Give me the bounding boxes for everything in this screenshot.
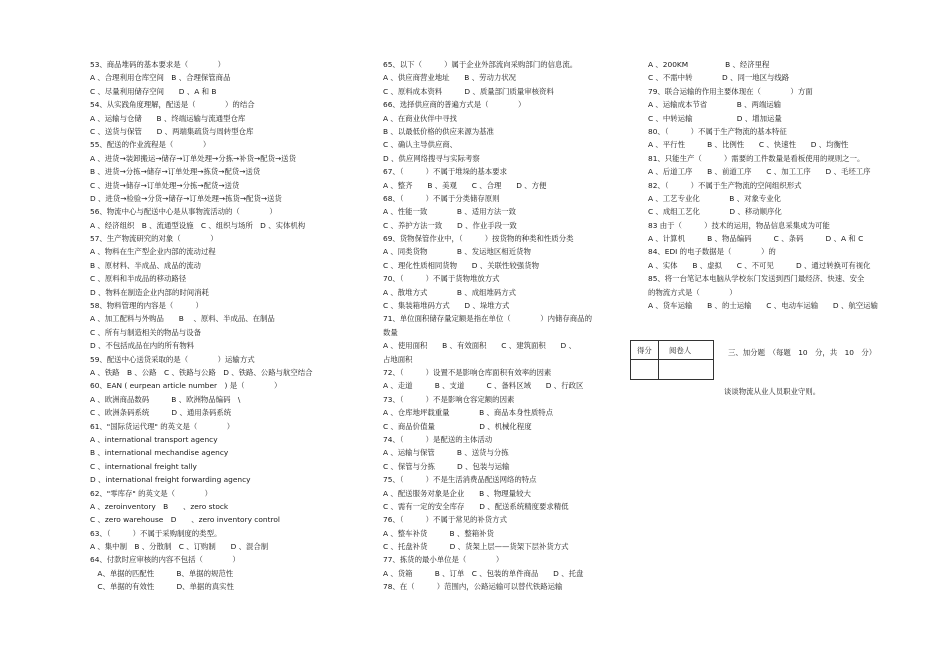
question-line: 占地面积 [383, 354, 413, 364]
question-line: A 、整齐 B 、美观 C 、合理 D 、方便 [383, 180, 547, 190]
question-line: B 、以最低价格的供应来源为基准 [383, 126, 494, 136]
question-line: A 、货箱 B 、订单 C 、包装的单件商品 D 、托盘 [383, 568, 584, 578]
question-line: C 、保管与分拣 D 、包装与运输 [383, 461, 510, 471]
question-line: C 、理化性质相同货物 D 、关联性较强货物 [383, 260, 539, 270]
question-line: A 、合理利用仓库空间 B 、合理保管商品 [90, 73, 231, 83]
question-line: A 、性能一致 B 、适用方法一致 [383, 207, 517, 217]
section-3-title: 三、加分题 （每题 10 分，共 10 分） [728, 348, 877, 357]
question-line: 55、配送的作业流程是（ ） [90, 140, 211, 150]
question-line: A 、供应商营业地址 B 、劳动力状况 [383, 73, 517, 83]
question-line: 69、货物保管作业中，（ ）按货物的种类和性质分类 [383, 234, 574, 244]
question-line: 79、联合运输的作用主要体现在（ ）方面 [648, 86, 813, 96]
question-line: C 、商品价值量 D 、机械化程度 [383, 421, 532, 431]
question-line: B 、进货→分拣→储存→订单处理→拣货→配货→送货 [90, 167, 261, 177]
question-line: 54、从实践角度理解，配送是（ ）的结合 [90, 100, 255, 110]
question-line: C、单据的有效性 D、单据的真实性 [90, 582, 234, 592]
reviewer-label: 阅卷人 [669, 346, 692, 355]
question-line: C 、成组工艺化 D 、移动顺序化 [648, 207, 782, 217]
question-line: 62、"零库存" 的英文是（ ） [90, 488, 213, 498]
question-line: 70、（ ）不属于货物堆放方式 [383, 274, 500, 284]
question-line: 76、（ ）不属于常见的补货方式 [383, 515, 507, 525]
question-line: A 、铁路 B 、公路 C 、铁路与公路 D 、铁路、公路与航空结合 [90, 367, 313, 377]
question-line: A 、计算机 B 、物品编码 C 、条码 D 、A 和 C [648, 234, 864, 244]
question-line: A 、实体 B 、虚拟 C 、不可见 D 、通过转换可有视化 [648, 260, 871, 270]
question-line: 63、（ ）不属于采购制度的类型。 [90, 528, 222, 538]
question-line: 72、（ ）设置不是影响仓库面积有效率的因素 [383, 367, 552, 377]
score-table-divider [658, 341, 659, 379]
question-line: D 、物料在制造企业内部的时间消耗 [90, 287, 209, 297]
question-line: B 、原材料、半成品、成品的流动 [90, 260, 201, 270]
question-line: A 、欧洲商品数码 B 、欧洲物品编码 \ [90, 394, 241, 404]
question-line: D 、不包括成品在内的所有物料 [90, 341, 195, 351]
question-line: A 、走道 B 、支道 C 、备料区域 D 、行政区 [383, 381, 584, 391]
question-line: A 、配送服务对象是企业 B 、物理量较大 [383, 488, 531, 498]
question-line: A 、加工配料与外购品 B 、原料、半成品、在制品 [90, 314, 275, 324]
question-line: C 、欧洲条码系统 D 、通用条码系统 [90, 408, 232, 418]
question-line: 85、将一台笔记本电脑从学校东门发送到西门最经济、快速、安全 [648, 274, 865, 284]
question-line: 80、（ ）不属于生产物流的基本特征 [648, 126, 787, 136]
question-line: D 、international freight forwarding agency [90, 475, 251, 485]
question-line: C 、确认主导供应商、 [383, 140, 458, 150]
question-line: 71、单位面积储存量定额是指在单位（ ）内储存商品的 [383, 314, 592, 324]
question-line: 61、"国际货运代理" 的英文是（ ） [90, 421, 235, 431]
question-line: C 、不需中转 D 、同一地区与线路 [648, 73, 790, 83]
question-line: 78、在（ ）范围内，公路运输可以替代铁路运输 [383, 582, 563, 592]
question-line: A、单据的匹配性 B、单据的规范性 [90, 568, 234, 578]
question-line: A 、运输与仓储 B 、终端运输与流通型仓库 [90, 113, 246, 123]
score-label: 得分 [637, 346, 652, 355]
question-line: A 、工艺专业化 B 、对象专业化 [648, 193, 782, 203]
question-line: C 、中转运输 D 、增加运量 [648, 113, 782, 123]
question-line: A 、仓库地坪载重量 B 、商品本身性质特点 [383, 408, 554, 418]
question-line: C 、进货→储存→订单处理→分拣→配货→送货 [90, 180, 240, 190]
question-line: D 、供应网络搜寻与实际考察 [383, 153, 480, 163]
question-line: C 、原料成本资料 D 、质量部门质量审核资料 [383, 86, 554, 96]
question-line: C 、原料和半成品的移动路径 [90, 274, 187, 284]
question-line: A 、同类货物 B 、发运地区相近货物 [383, 247, 531, 257]
question-line: C 、集装箱堆码方式 D 、垛堆方式 [383, 301, 510, 311]
question-line: A 、international transport agency [90, 434, 218, 444]
question-line: A 、使用面积 B 、有效面积 C 、建筑面积 D 、 [383, 341, 576, 351]
question-line: C 、所有与制造相关的物品与设备 [90, 327, 201, 337]
question-column-3 [648, 58, 893, 312]
question-line: A 、进货→装卸搬运→储存→订单处理→分拣→补货→配货→送货 [90, 153, 296, 163]
question-line: A 、货车运输 B 、的士运输 C 、电动车运输 D 、航空运输 [648, 301, 878, 311]
question-line: 75、（ ）不是生活消费品配送网络的特点 [383, 475, 537, 485]
question-line: 74、（ ）是配送的主体活动 [383, 434, 493, 444]
question-line: 84、EDI 的电子数据是（ ）的 [648, 247, 776, 257]
question-line: 67、（ ）不属于堆垛的基本要求 [383, 167, 507, 177]
question-line: C 、zero warehouse D 、zero inventory control [90, 515, 280, 525]
question-line: C 、需有一定的安全库存 D 、配送系统精度要求精低 [383, 501, 569, 511]
question-line: 数量 [383, 327, 398, 337]
question-line: A 、200KM B 、经济里程 [648, 60, 770, 69]
question-line: 65、以下（ ）属于企业外部流向采购部门的信息流。 [383, 60, 578, 69]
question-line: A 、散堆方式 B 、成组堆码方式 [383, 287, 517, 297]
question-line: C 、托盘补货 D 、货架上层——货架下层补货方式 [383, 542, 569, 552]
question-line: 64、付款时应审核的内容不包括（ ） [90, 555, 240, 565]
question-column-2 [383, 58, 633, 594]
question-column-1 [90, 58, 360, 594]
question-line: C 、尽量利用储存空间 D 、A 和 B [90, 86, 217, 96]
question-line: 81、只能生产（ ）需要的工件数量是看板使用的规则之一。 [648, 153, 865, 163]
question-line: 56、物流中心与配送中心是从事物流活动的（ ） [90, 207, 277, 217]
question-line: 53、商品堆码的基本要求是（ ） [90, 60, 226, 69]
question-line: A 、经济组织 B 、流通型设施 C 、组织与场所 D 、实体机构 [90, 220, 306, 230]
question-line: A 、运输与保管 B 、送货与分拣 [383, 448, 509, 458]
question-line: 73、（ ）不是影响仓容定额的因素 [383, 394, 515, 404]
question-line: 66、选择供应商的普遍方式是（ ） [383, 100, 526, 110]
question-line: 57、生产物流研究的对象（ ） [90, 234, 218, 244]
question-line: A 、zeroinventory B 、zero stock [90, 501, 229, 511]
question-line: 82、（ ）不属于生产物流的空间组织形式 [648, 180, 802, 190]
question-line: B 、international mechandise agency [90, 448, 229, 458]
question-line: A 、集中制 B 、分散制 C 、订购制 D 、混合制 [90, 542, 269, 552]
question-line: A 、在商业伙伴中寻找 [383, 113, 457, 123]
question-line: C 、养护方法一致 D 、作业手段一致 [383, 220, 517, 230]
question-line: A 、整车补货 B 、整箱补货 [383, 528, 494, 538]
question-line: 59、配送中心送货采取的是（ ）运输方式 [90, 354, 255, 364]
question-line: D 、进货→检验→分货→储存→订单处理→拣货→配货→送货 [90, 193, 282, 203]
question-line: 83 由于（ ）技术的运用，物品信息采集成为可能 [648, 220, 830, 230]
bonus-question-text: 谈谈物流从业人员职业守则。 [724, 387, 821, 396]
question-line: 68、（ ）不属于分类储存原则 [383, 193, 500, 203]
question-line: A 、平行性 B 、比例性 C 、快速性 D 、均衡性 [648, 140, 849, 150]
question-line: 58、物料管理的内容是（ ） [90, 301, 203, 311]
question-line: A 、后道工序 B 、前道工序 C 、加工工序 D 、毛坯工序 [648, 167, 871, 177]
question-line: 77、拣货的最小单位是（ ） [383, 555, 504, 565]
question-line: C 、送货与保管 D 、两端集疏货与周转型仓库 [90, 126, 254, 136]
score-table [630, 340, 714, 380]
question-line: C 、international freight tally [90, 461, 197, 471]
question-line: A 、运输成本节省 B 、两端运输 [648, 100, 782, 110]
question-line: 60、EAN ( eurpean article number ) 是（ ） [90, 381, 282, 391]
question-line: A 、物料在生产型企业内部的流动过程 [90, 247, 216, 257]
question-line: 的物流方式是（ ） [648, 287, 737, 297]
